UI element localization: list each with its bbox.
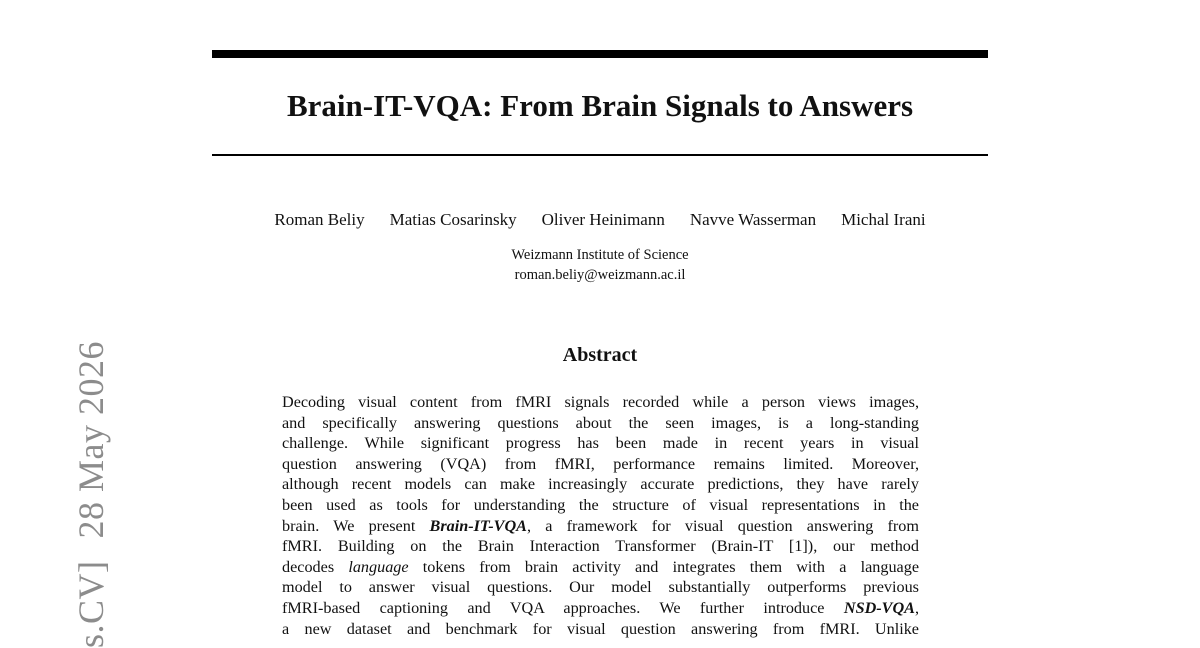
abstract-text: ,	[914, 598, 919, 617]
author-list	[212, 208, 988, 232]
abstract-line	[282, 516, 919, 537]
abstract-text: decodes	[282, 557, 349, 576]
abstract-emphasis: language	[348, 557, 409, 576]
abstract-text: tokens from brain activity and integrates them with a language	[408, 557, 920, 576]
abstract-text: fMRI-based captioning and VQA approaches. We further introduce	[282, 598, 844, 617]
abstract-text: brain. We present	[282, 516, 430, 535]
abstract-heading: Abstract	[562, 344, 638, 366]
title-bottom-rule	[212, 154, 988, 156]
author-name: Michal Irani	[841, 210, 926, 229]
abstract-text: , a framework for visual question answering from	[526, 516, 919, 535]
abstract-text: and specifically answering questions about the seen images, is a long-standing	[282, 413, 919, 432]
abstract-line	[282, 413, 919, 434]
abstract-text: a new dataset and benchmark for visual question answering from fMRI. Unlike	[282, 619, 919, 638]
abstract-text: although recent models can make increasingly accurate predictions, they have rarely	[282, 475, 919, 494]
abstract-emphasis: NSD-VQA	[843, 598, 915, 617]
author-email: roman.beliy@weizmann.ac.il	[514, 267, 686, 283]
abstract-text: challenge. While significant progress has been made in recent years in visual	[282, 434, 919, 453]
abstract-text: Decoding visual content from fMRI signals recorded while a person views images,	[282, 393, 919, 411]
arxiv-category: s.CV]	[71, 560, 111, 648]
abstract-text: question answering (VQA) from fMRI, performance remains limited. Moreover,	[282, 454, 919, 473]
author-name: Oliver Heinimann	[541, 210, 665, 229]
abstract-line	[282, 536, 919, 557]
paper-title: Brain-IT-VQA: From Brain Signals to Answers	[286, 88, 914, 123]
abstract-line	[282, 619, 919, 640]
abstract-line	[282, 495, 919, 516]
abstract-line	[282, 454, 919, 475]
abstract-line	[282, 598, 919, 619]
abstract-body	[282, 392, 919, 639]
abstract-line	[282, 474, 919, 495]
affiliation-block	[212, 245, 988, 285]
author-name: Roman Beliy	[274, 210, 365, 229]
abstract-line	[282, 392, 919, 413]
abstract-emphasis: Brain-IT-VQA	[429, 516, 527, 535]
author-name: Navve Wasserman	[689, 210, 817, 229]
affiliation: Weizmann Institute of Science	[511, 247, 689, 263]
abstract-text: model to answer visual questions. Our model substantially outperforms previous	[282, 578, 919, 597]
abstract-text: fMRI. Building on the Brain Interaction Transformer (Brain-IT [1]), our method	[282, 537, 919, 556]
title-top-rule	[212, 50, 988, 58]
abstract-line	[282, 557, 919, 578]
abstract-text: been used as tools for understanding the structure of visual representations in the	[282, 495, 919, 514]
arxiv-date: 28 May 2026	[71, 340, 111, 539]
arxiv-side-stamp	[73, 341, 109, 648]
abstract-line	[282, 577, 919, 598]
author-name: Matias Cosarinsky	[389, 210, 517, 229]
abstract-line	[282, 433, 919, 454]
